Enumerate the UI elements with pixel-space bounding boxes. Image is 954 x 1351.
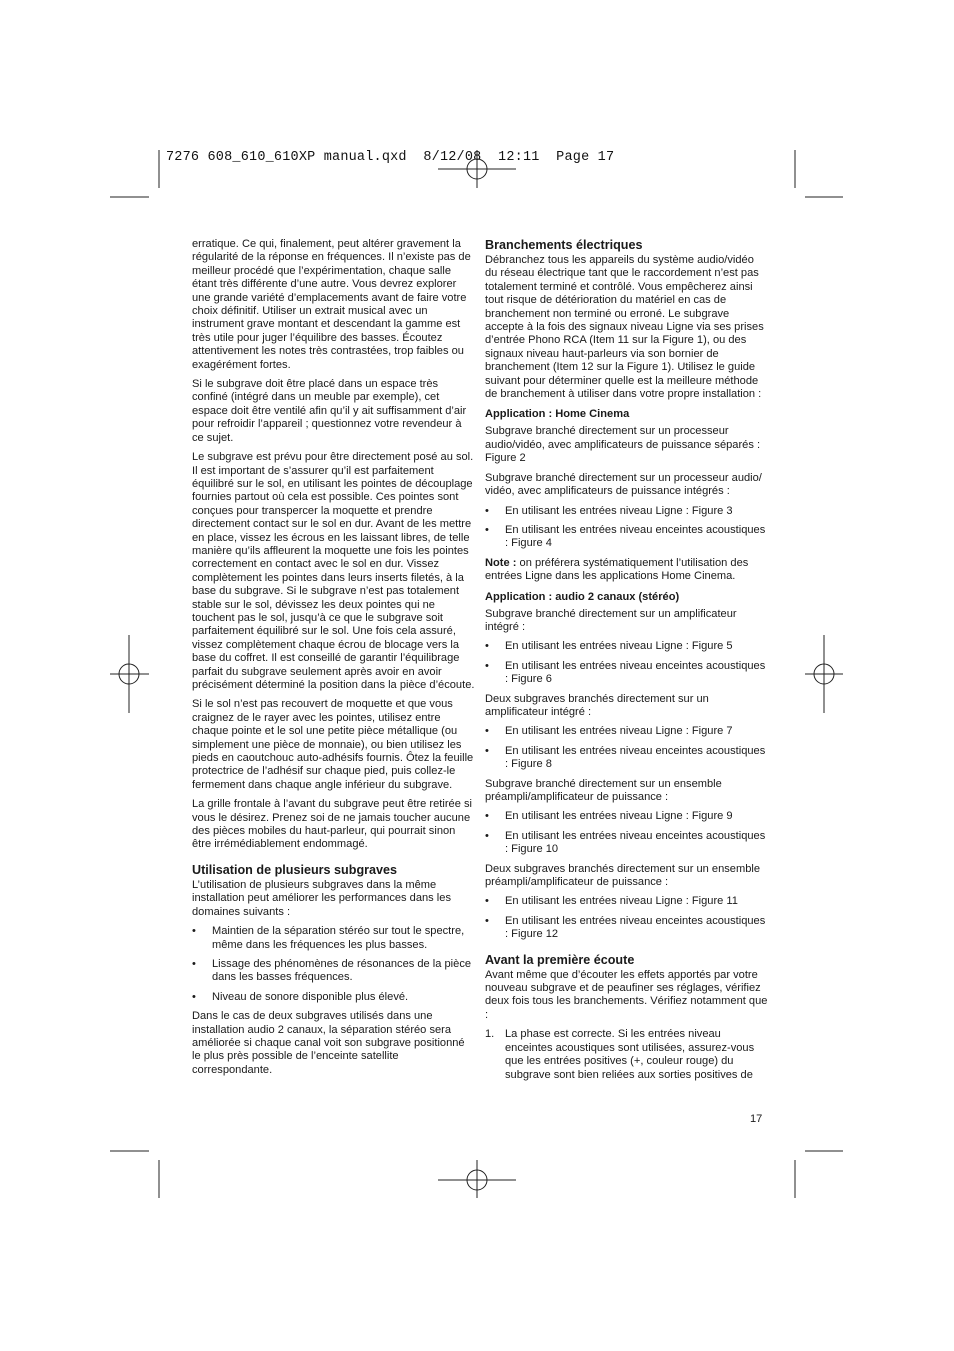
list-item: • En utilisant les entrées niveau enceintes acoustiques : Figure 10: [485, 830, 769, 857]
paragraph: Subgrave branché directement sur un processeur audio/ vidéo, avec amplificateurs de puissance intégrés :: [485, 471, 762, 498]
bullet-list: [485, 640, 769, 686]
section-heading: Branchements électriques: [485, 238, 643, 252]
list-item: • En utilisant les entrées niveau Ligne : Figure 9: [485, 810, 769, 823]
registration-mark: [438, 1160, 516, 1198]
bullet-list: [192, 925, 476, 1004]
bullet-list: [485, 895, 769, 941]
left-column: [192, 238, 476, 1083]
paragraph: Subgrave branché directement sur un processeur audio/vidéo, avec amplificateurs de puissance séparés : Figure 2: [485, 425, 761, 465]
bullet-list: [485, 505, 769, 551]
note-paragraph: [485, 557, 769, 584]
paragraph: Subgrave branché directement sur un ensemble préampli/amplificateur de puissance :: [485, 777, 722, 803]
paragraph: Deux subgraves branchés directement sur un amplificateur intégré :: [485, 692, 709, 718]
section-heading: Avant la première écoute: [485, 952, 635, 967]
list-item: • Maintien de la séparation stéréo sur tout le spectre, même dans les fréquences les plus basses.: [192, 925, 476, 952]
page-number: 17: [750, 1113, 763, 1125]
section-heading: Utilisation de plusieurs subgraves: [192, 862, 398, 877]
list-item: • En utilisant les entrées niveau Ligne : Figure 7: [485, 725, 769, 738]
list-item: • En utilisant les entrées niveau Ligne : Figure 5: [485, 640, 769, 653]
bullet-list: [485, 810, 769, 856]
paragraph: Dans le cas de deux subgraves utilisés dans une installation audio 2 canaux, la séparation stéréo sera améliorée si chaque canal voit son subgrave positionné le plus près possible de l’enceinte satellite correspondante.: [192, 1010, 465, 1076]
list-item: • Niveau de sonore disponible plus élevé.: [192, 991, 476, 1004]
paragraph: Subgrave branché directement sur un amplificateur intégré :: [485, 607, 737, 633]
list-item: • Lissage des phénomènes de résonances de la pièce dans les basses fréquences.: [192, 958, 476, 985]
note-label: Note :: [485, 556, 517, 569]
list-item: • En utilisant les entrées niveau enceintes acoustiques : Figure 4: [485, 524, 769, 551]
paragraph: L’utilisation de plusieurs subgraves dans la même installation peut améliorer les performances dans les domaines suivants :: [192, 878, 451, 918]
right-column: [485, 238, 769, 1088]
paragraph: Deux subgraves branchés directement sur un ensemble préampli/amplificateur de puissance :: [485, 862, 761, 889]
list-item: • En utilisant les entrées niveau enceintes acoustiques : Figure 12: [485, 915, 769, 942]
list-item: [485, 1028, 769, 1082]
paragraph: Si le subgrave doit être placé dans un espace très confiné (intégré dans un meuble par exemple), cet espace doit être ventilé afin qu’il y ait suffisamment d’air pour refroidir l’appareil ; questionnez votre revendeur à ce sujet.: [192, 378, 467, 444]
registration-mark: [110, 635, 149, 713]
subheading: Application : audio 2 canaux (stéréo): [485, 590, 680, 603]
list-item: • En utilisant les entrées niveau Ligne : Figure 3: [485, 505, 769, 518]
paragraph: Le subgrave est prévu pour être directement posé au sol. Il est important de s’assurer qu’il est parfaitement équilibré sur le sol, en utilisant les pointes de découplage fournies partout où cela est possible. Ces pointes sont conçues pour transpercer la moquette et prendre directement contact sur le sol en dur. Avant de les mettre en place, vissez les écrous en les laissant libres, de telle manière qu’ils affleurent la moquette une fois les pointes correctement en contact avec le sol en dur. Vissez complètement les pointes dans leurs inserts filetés, à la base du subgrave. Si le subgrave n’est pas totalement stable sur le sol, dévissez les deux pointes qui ne touchent pas le sol, jusqu’à ce que le subgrave soit parfaitement équilibré sur le sol. Une fois cela assuré, vissez complètement chaque écrou de blocage vers la base du coffret. Il est conseillé de garantir l’équilibrage parfait du subgrave seulement après avoir en avoir précisément déterminé la position dans la pièce d’écoute.: [192, 451, 475, 691]
list-item: • En utilisant les entrées niveau enceintes acoustiques : Figure 8: [485, 745, 769, 772]
paragraph: Débranchez tous les appareils du système audio/vidéo du réseau électrique tant que le raccordement n’est pas totalement terminé et contrôlé. Vous empêcherez ainsi tout risque de détérioration du matériel en cas de branchement non terminé ou erroné. Le subgrave accepte à la fois des signaux niveau Ligne via ses prises d’entrée Phono RCA (Item 11 sur la Figure 1), ou des signaux niveau haut-parleurs via son bornier de branchement (Item 12 sur la Figure 1). Utilisez le guide suivant pour déterminer quelle est la meilleure méthode de branchement à utiliser dans votre propre installation :: [485, 254, 764, 401]
registration-mark: [805, 635, 843, 713]
subheading: Application : Home Cinema: [485, 408, 630, 421]
list-number: 1.: [485, 1028, 495, 1041]
print-slug: 7276 608_610_610XP manual.qxd 8/12/08 12:11 Page 17: [166, 150, 615, 165]
registration-mark: [438, 150, 516, 188]
paragraph: erratique. Ce qui, finalement, peut altérer gravement la régularité de la réponse en fréquences. Il n’existe pas de meilleur procédé que l’expérimentation, chaque salle étant très différente d’une autre. Vous devrez explorer une grande variété d’emplacements avant de faire votre choix définitif. Utiliser un extrait musical avec un instrument grave montant et descendant la gamme est très utile pour juger l’équilibre des basses. Écoutez attentivement les notes très contrastées, trop faibles ou exagérément fortes.: [192, 238, 471, 371]
numbered-list: [485, 1028, 769, 1082]
list-item: • En utilisant les entrées niveau enceintes acoustiques : Figure 6: [485, 660, 769, 687]
paragraph: Si le sol n’est pas recouvert de moquette et que vous craignez de le rayer avec les pointes, utilisez entre chaque pointe et le sol une petite pièce métallique (ou simplement une pièce de monnaie), ou bien utilisez les pieds en caoutchouc auto-adhésifs fournis. Ôtez la feuille protectrice de l’adhésif sur chaque pied, puis collez-le fermement dans chaque angle inférieur du subgrave.: [192, 698, 474, 791]
bullet-list: [485, 725, 769, 771]
paragraph: La grille frontale à l’avant du subgrave peut être retirée si vous le désirez. Prenez soi de ne jamais toucher aucune des pièces mobiles du haut-parleur, qui pourrait sinon être irrémédiablement endommagé.: [192, 798, 472, 851]
paragraph: Avant même que d’écouter les effets apportés par votre nouveau subgrave et de peaufiner ses réglages, vérifiez deux fois tous les branchements. Vérifiez notamment que :: [485, 968, 768, 1021]
note-text: on préférera systématiquement l’utilisation des entrées Ligne dans les applications Home Cinema.: [485, 556, 749, 583]
list-item: • En utilisant les entrées niveau Ligne : Figure 11: [485, 895, 769, 908]
list-text: La phase est correcte. Si les entrées niveau enceintes acoustiques sont utilisées, assurez-vous que les entrées positives (+, couleur rouge) du subgrave sont bien reliées aux sorties positives de: [505, 1028, 755, 1081]
